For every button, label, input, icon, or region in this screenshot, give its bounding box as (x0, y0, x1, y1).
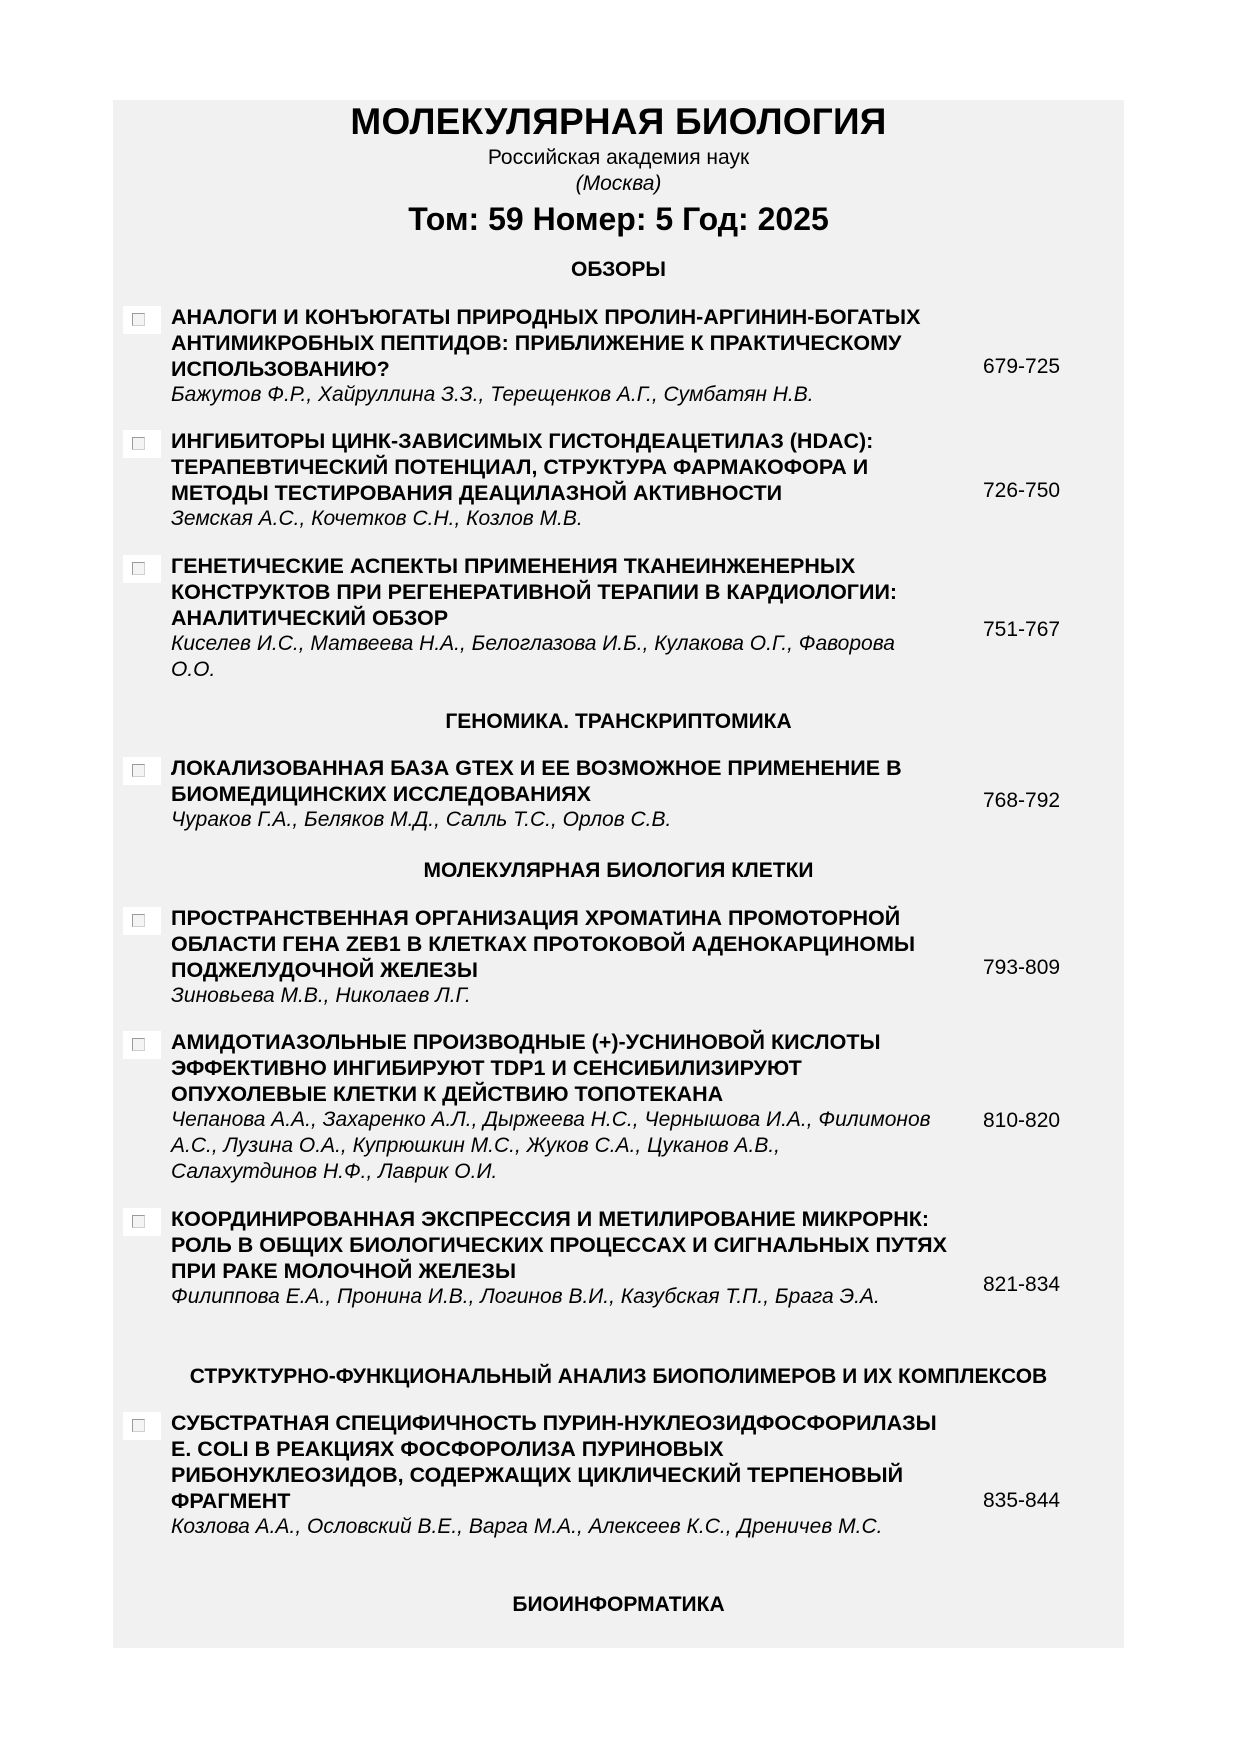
article-pages: 768-792 (983, 789, 1061, 812)
publisher-city: (Москва) (575, 172, 662, 195)
article-title-link[interactable]: СУБСТРАТНАЯ СПЕЦИФИЧНОСТЬ ПУРИН-НУКЛЕОЗИДФОСФОРИЛАЗЫ E. COLI В РЕАКЦИЯХ ФОСФОРОЛИЗА ПУРИНОВЫХ РИБОНУКЛЕОЗИДОВ, СОДЕРЖАЩИХ ЦИКЛИЧЕСКИЙ ТЕРПЕНОВЫЙ ФРАГМЕНТ (171, 1411, 937, 1513)
article-title-link[interactable]: ГЕНЕТИЧЕСКИЕ АСПЕКТЫ ПРИМЕНЕНИЯ ТКАНЕИНЖЕНЕРНЫХ КОНСТРУКТОВ ПРИ РЕГЕНЕРАТИВНОЙ ТЕРАПИИ В КАРДИОЛОГИИ: АНАЛИТИЧЕСКИЙ ОБЗОР (171, 554, 898, 630)
article-select-checkbox[interactable] (123, 306, 161, 334)
article-pages: 835-844 (983, 1489, 1061, 1512)
volume-label: Том: 59 (408, 201, 524, 237)
article-title-link[interactable]: ИНГИБИТОРЫ ЦИНК-ЗАВИСИМЫХ ГИСТОНДЕАЦЕТИЛАЗ (HDAC): ТЕРАПЕВТИЧЕСКИЙ ПОТЕНЦИАЛ, СТРУКТУРА ФАРМАКОФОРА И МЕТОДЫ ТЕСТИРОВАНИЯ ДЕАЦИЛАЗНОЙ АКТИВНОСТИ (171, 429, 874, 505)
article-title-link[interactable]: АНАЛОГИ И КОНЪЮГАТЫ ПРИРОДНЫХ ПРОЛИН-АРГИНИН-БОГАТЫХ АНТИМИКРОБНЫХ ПЕПТИДОВ: ПРИБЛИЖЕНИЕ К ПРАКТИЧЕСКОМУ ИСПОЛЬЗОВАНИЮ? (171, 305, 921, 381)
article-authors: Чураков Г.А., Беляков М.Д., Салль Т.С., Орлов С.В. (171, 808, 672, 831)
article-title-link[interactable]: ЛОКАЛИЗОВАННАЯ БАЗА GTEX И ЕЕ ВОЗМОЖНОЕ ПРИМЕНЕНИЕ В БИОМЕДИЦИНСКИХ ИССЛЕДОВАНИЯХ (171, 756, 902, 806)
article-authors: Козлова А.А., Ословский В.Е., Варга М.А., Алексеев К.С., Дреничев М.С. (171, 1515, 883, 1538)
article-select-checkbox[interactable] (123, 1031, 161, 1059)
issue-info (113, 197, 1124, 241)
publisher: Российская академия наук (487, 146, 750, 169)
section-heading-cell-biology: МОЛЕКУЛЯРНАЯ БИОЛОГИЯ КЛЕТКИ (423, 859, 814, 882)
article-pages: 821-834 (983, 1273, 1061, 1296)
article-authors: Бажутов Ф.Р., Хайруллина З.З., Терещенков А.Г., Сумбатян Н.В. (171, 383, 814, 406)
article-authors: Филиппова Е.А., Пронина И.В., Логинов В.И., Казубская Т.П., Брага Э.А. (171, 1285, 880, 1308)
section-heading-bioinformatics: БИОИНФОРМАТИКА (512, 1593, 725, 1616)
article-authors: Зиновьева М.В., Николаев Л.Г. (171, 984, 471, 1007)
section-heading-genomics: ГЕНОМИКА. ТРАНСКРИПТОМИКА (445, 710, 792, 733)
article-pages: 751-767 (983, 618, 1061, 641)
section-heading-structural-analysis: СТРУКТУРНО-ФУНКЦИОНАЛЬНЫЙ АНАЛИЗ БИОПОЛИМЕРОВ И ИХ КОМПЛЕКСОВ (189, 1365, 1048, 1388)
article-pages: 679-725 (983, 355, 1061, 378)
article-authors: Чепанова А.А., Захаренко А.Л., Дыржеева Н.С., Чернышова И.А., Филимонов А.С., Лузина О.А., Купрюшкин М.С., Жуков С.А., Цуканов А.В., Салахутдинов Н.Ф., Лаврик О.И. (171, 1108, 931, 1183)
article-select-checkbox[interactable] (123, 1412, 161, 1440)
article-title-link[interactable]: АМИДОТИАЗОЛЬНЫЕ ПРОИЗВОДНЫЕ (+)-УСНИНОВОЙ КИСЛОТЫ ЭФФЕКТИВНО ИНГИБИРУЮТ TDP1 И СЕНСИБИЛИЗИРУЮТ ОПУХОЛЕВЫЕ КЛЕТКИ К ДЕЙСТВИЮ ТОПОТЕКАНА (171, 1030, 881, 1106)
journal-title: МОЛЕКУЛЯРНАЯ БИОЛОГИЯ (350, 101, 887, 142)
article-select-checkbox[interactable] (123, 757, 161, 785)
section-heading-reviews: ОБЗОРЫ (571, 258, 666, 281)
article-title-link[interactable]: ПРОСТРАНСТВЕННАЯ ОРГАНИЗАЦИЯ ХРОМАТИНА ПРОМОТОРНОЙ ОБЛАСТИ ГЕНА ZEB1 В КЛЕТКАХ ПРОТОКОВОЙ АДЕНОКАРЦИНОМЫ ПОДЖЕЛУДОЧНОЙ ЖЕЛЕЗЫ (171, 906, 916, 982)
year-label: Год: 2025 (682, 201, 829, 237)
issue-label: Номер: 5 (532, 201, 674, 237)
article-select-checkbox[interactable] (123, 430, 161, 458)
article-select-checkbox[interactable] (123, 555, 161, 583)
article-authors: Киселев И.С., Матвеева Н.А., Белоглазова И.Б., Кулакова О.Г., Фаворова О.О. (171, 632, 895, 681)
article-title-link[interactable]: КООРДИНИРОВАННАЯ ЭКСПРЕССИЯ И МЕТИЛИРОВАНИЕ МИКРОРНК: РОЛЬ В ОБЩИХ БИОЛОГИЧЕСКИХ ПРОЦЕССАХ И СИГНАЛЬНЫХ ПУТЯХ ПРИ РАКЕ МОЛОЧНОЙ ЖЕЛЕЗЫ (171, 1207, 947, 1283)
article-pages: 726-750 (983, 479, 1061, 502)
article-select-checkbox[interactable] (123, 907, 161, 935)
article-select-checkbox[interactable] (123, 1208, 161, 1236)
article-pages: 810-820 (983, 1109, 1061, 1132)
article-pages: 793-809 (983, 956, 1061, 979)
article-authors: Земская А.С., Кочетков С.Н., Козлов М.В. (171, 507, 583, 530)
